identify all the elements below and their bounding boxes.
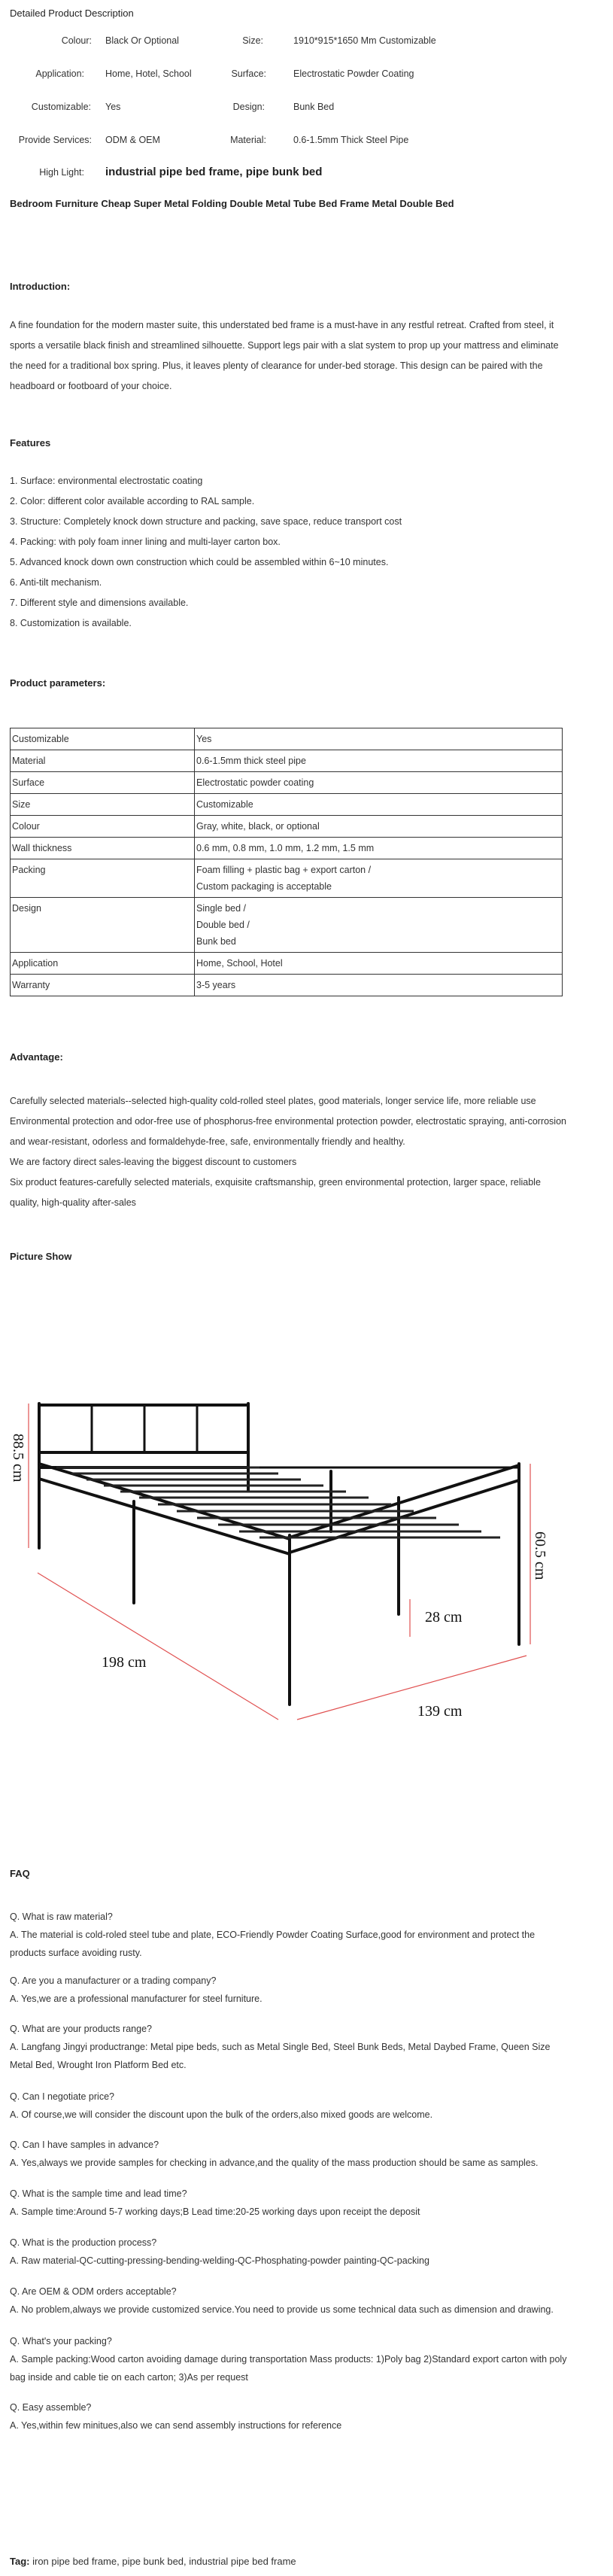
- advantage-line: Carefully selected materials--selected high-quality cold-rolled steel plates, good materials, longer service life, more reliable use: [10, 1096, 536, 1106]
- spec-key: Customizable:: [31, 102, 91, 112]
- spec-key: Provide Services:: [18, 135, 92, 145]
- faq-answer: [10, 2038, 608, 2074]
- parameter-row: [11, 772, 563, 794]
- spec-value: Electrostatic Powder Coating: [293, 68, 414, 79]
- faq-question: Q. What is the sample time and lead time?: [10, 2188, 187, 2199]
- dim-foot-height: 60.5 cm: [532, 1531, 548, 1580]
- spec-key: Design:: [232, 102, 265, 112]
- spec-value: Home, Hotel, School: [105, 68, 192, 79]
- faq-answer-line: A. No problem,always we provide customized service.You need to provide us some technical data such as dimension and drawing.: [10, 2304, 554, 2315]
- faq-answer: [10, 2350, 608, 2386]
- faq-answer: [10, 2106, 608, 2124]
- parameter-row: [11, 953, 563, 975]
- parameter-value: [195, 816, 563, 838]
- spec-value: Bunk Bed: [293, 102, 335, 112]
- parameter-value-line: Customizable: [196, 799, 253, 810]
- faq-answer: [10, 1926, 608, 1962]
- parameter-row: [11, 975, 563, 996]
- parameter-value-line: Electrostatic powder coating: [196, 777, 314, 788]
- advantage-line: Environmental protection and odor-free use of phosphorus-free environmental protection powder, electrostatic spraying, anti-corrosion: [10, 1116, 566, 1127]
- parameter-key: Material: [11, 750, 195, 772]
- spec-row: [0, 102, 613, 118]
- parameter-value-line: Gray, white, black, or optional: [196, 821, 320, 832]
- faq-question: Q. Can I have samples in advance?: [10, 2140, 159, 2150]
- parameter-value: [195, 772, 563, 794]
- faq-answer-line: A. Yes,within few minitues,also we can send assembly instructions for reference: [10, 2420, 342, 2431]
- faq-answer-line: A. Langfang Jingyi productrange: Metal pipe beds, such as Metal Single Bed, Steel Bunk Beds, Metal Daybed Frame, Queen Size: [10, 2042, 551, 2052]
- spec-key: Colour:: [61, 35, 92, 46]
- feature-item: 8. Customization is available.: [10, 618, 132, 628]
- faq-question: Q. What is raw material?: [10, 1911, 113, 1922]
- spec-row: [0, 68, 613, 85]
- faq-answer: [10, 2203, 608, 2221]
- parameter-value: [195, 794, 563, 816]
- parameter-key: Packing: [11, 859, 195, 898]
- parameter-value-line: Yes: [196, 734, 212, 744]
- feature-item: 7. Different style and dimensions available.: [10, 598, 189, 608]
- spec-key: Application:: [35, 68, 84, 79]
- parameter-row: [11, 794, 563, 816]
- faq-question: Q. What is the production process?: [10, 2237, 157, 2248]
- features-list: [10, 471, 604, 634]
- parameter-value-line: Foam filling + plastic bag + export carton /: [196, 865, 372, 875]
- spec-value: Yes: [105, 102, 121, 112]
- faq-answer-line: A. Sample time:Around 5-7 working days;B Lead time:20-25 working days upon receipt the deposit: [10, 2206, 420, 2217]
- dim-clearance: 28 cm: [425, 1609, 463, 1626]
- introduction-line: A fine foundation for the modern master suite, this understated bed frame is a must-have in any restful retreat. Crafted from steel, it: [10, 320, 554, 330]
- parameter-key: Design: [11, 898, 195, 953]
- tag-link[interactable]: iron pipe bed frame: [32, 2556, 117, 2567]
- faq-answer-line: bag inside and cable tie on each carton; 3)As per request: [10, 2372, 248, 2383]
- parameter-value-line: Home, School, Hotel: [196, 958, 283, 969]
- advantage-line: Six product features-carefully selected materials, exquisite craftsmanship, green environmental protection, larger space, reliable: [10, 1177, 541, 1188]
- introduction-line: headboard or footboard of your choice.: [10, 381, 172, 391]
- advantage-text: [10, 1091, 604, 1213]
- introduction-line: the need for a traditional box spring. Plus, it leaves plenty of clearance for under-bed storage. This design can be paired with the: [10, 360, 543, 371]
- spec-value: 0.6-1.5mm Thick Steel Pipe: [293, 135, 409, 145]
- dim-head-height: 88.5 cm: [10, 1434, 26, 1483]
- parameter-row: [11, 816, 563, 838]
- tag-label: Tag:: [10, 2556, 30, 2567]
- parameter-row: [11, 859, 563, 898]
- introduction-heading: Introduction:: [10, 281, 71, 292]
- parameter-key: Application: [11, 953, 195, 975]
- tag-link[interactable]: pipe bunk bed: [122, 2556, 184, 2567]
- faq-answer-line: A. Sample packing:Wood carton avoiding damage during transportation Mass products: 1)Poly bag 2)Standard export carton with poly: [10, 2354, 567, 2365]
- parameters-table: [10, 728, 563, 996]
- parameter-value-line: 3-5 years: [196, 980, 236, 990]
- faq-question: Q. Easy assemble?: [10, 2402, 92, 2413]
- parameter-row: [11, 898, 563, 953]
- introduction-line: sports a versatile black finish and streamlined silhouette. Support legs pair with a slat system to prop up your mattress and eliminate: [10, 340, 559, 351]
- faq-answer-line: products surface avoiding rusty.: [10, 1948, 142, 1958]
- features-heading: Features: [10, 437, 51, 449]
- faq-answer-line: A. The material is cold-roled steel tube and plate, ECO-Friendly Powder Coating Surface,good for environment and protect the: [10, 1930, 536, 1940]
- tag-link[interactable]: industrial pipe bed frame: [189, 2556, 296, 2567]
- spec-value: ODM & OEM: [105, 135, 160, 145]
- parameter-key: Colour: [11, 816, 195, 838]
- parameter-value-line: Bunk bed: [196, 936, 236, 947]
- faq-question: Q. What's your packing?: [10, 2336, 112, 2346]
- spec-value: Black Or Optional: [105, 35, 179, 46]
- faq-question: Q. Can I negotiate price?: [10, 2091, 114, 2102]
- advantage-heading: Advantage:: [10, 1051, 63, 1063]
- feature-item: 1. Surface: environmental electrostatic coating: [10, 476, 203, 486]
- parameter-value: [195, 953, 563, 975]
- faq-answer-line: A. Yes,we are a professional manufacturer for steel furniture.: [10, 1994, 262, 2004]
- bed-frame-image: [0, 1313, 613, 1802]
- faq-heading: FAQ: [10, 1868, 30, 1879]
- faq-question: Q. Are you a manufacturer or a trading company?: [10, 1975, 217, 1986]
- faq-question: Q. What are your products range?: [10, 2024, 152, 2034]
- parameter-value: [195, 750, 563, 772]
- parameter-value-line: Double bed /: [196, 920, 250, 930]
- advantage-line: We are factory direct sales-leaving the biggest discount to customers: [10, 1157, 297, 1167]
- parameter-value: [195, 975, 563, 996]
- parameter-key: Warranty: [11, 975, 195, 996]
- parameters-heading: Product parameters:: [10, 677, 106, 689]
- faq-answer: [10, 2252, 608, 2270]
- parameter-value-line: 0.6-1.5mm thick steel pipe: [196, 756, 306, 766]
- parameter-key: Size: [11, 794, 195, 816]
- faq-answer: [10, 2301, 608, 2319]
- faq-answer: [10, 1990, 608, 2008]
- parameter-row: [11, 728, 563, 750]
- parameter-value-line: Single bed /: [196, 903, 247, 914]
- spec-row: [0, 35, 613, 52]
- spec-row: [0, 135, 613, 151]
- spec-value: 1910*915*1650 Mm Customizable: [293, 35, 436, 46]
- faq-answer: [10, 2416, 608, 2435]
- dim-length: 198 cm: [102, 1654, 147, 1671]
- feature-item: 3. Structure: Completely knock down structure and packing, save space, reduce transport cost: [10, 516, 402, 527]
- parameter-key: Customizable: [11, 728, 195, 750]
- dim-width: 139 cm: [417, 1703, 463, 1720]
- parameter-row: [11, 838, 563, 859]
- parameter-value: [195, 898, 563, 953]
- highlight-row: [0, 167, 613, 184]
- feature-item: 2. Color: different color available according to RAL sample.: [10, 496, 255, 506]
- faq-answer-line: A. Raw material-QC-cutting-pressing-bending-welding-QC-Phosphating-powder painting-QC-packing: [10, 2255, 429, 2266]
- parameter-value: [195, 838, 563, 859]
- introduction-text: [10, 315, 604, 397]
- spec-key: Surface:: [231, 68, 266, 79]
- faq-answer: [10, 2154, 608, 2172]
- parameter-value: [195, 728, 563, 750]
- detailed-description-title: Detailed Product Description: [10, 8, 134, 19]
- highlight-value: industrial pipe bed frame, pipe bunk bed: [105, 166, 323, 178]
- advantage-line: quality, high-quality after-sales: [10, 1197, 136, 1208]
- feature-item: 5. Advanced knock down own construction which could be assembled within 6~10 minutes.: [10, 557, 389, 567]
- spec-key: Material:: [230, 135, 266, 145]
- parameter-value: [195, 859, 563, 898]
- parameter-row: [11, 750, 563, 772]
- spec-key: Size:: [242, 35, 263, 46]
- faq-answer-line: A. Yes,always we provide samples for checking in advance,and the quality of the mass production should be same as samples.: [10, 2158, 539, 2168]
- feature-item: 6. Anti-tilt mechanism.: [10, 577, 102, 588]
- tag-row: Tag: iron pipe bed frame, pipe bunk bed, industrial pipe bed frame: [10, 2556, 296, 2567]
- product-title: Bedroom Furniture Cheap Super Metal Folding Double Metal Tube Bed Frame Metal Double Bed: [10, 198, 454, 209]
- faq-answer-line: A. Of course,we will consider the discount upon the bulk of the orders,also mixed goods are welcome.: [10, 2109, 433, 2120]
- picture-show-heading: Picture Show: [10, 1251, 72, 1262]
- highlight-label: High Light:: [39, 167, 84, 178]
- parameter-value-line: 0.6 mm, 0.8 mm, 1.0 mm, 1.2 mm, 1.5 mm: [196, 843, 375, 853]
- faq-question: Q. Are OEM & ODM orders acceptable?: [10, 2286, 177, 2297]
- faq-answer-line: Metal Bed, Wrought Iron Platform Bed etc.: [10, 2060, 187, 2070]
- parameter-key: Surface: [11, 772, 195, 794]
- advantage-line: and wear-resistant, odorless and formaldehyde-free, safe, environmentally friendly and healthy.: [10, 1136, 405, 1147]
- parameter-key: Wall thickness: [11, 838, 195, 859]
- parameter-value-line: Custom packaging is acceptable: [196, 881, 332, 892]
- feature-item: 4. Packing: with poly foam inner lining and multi-layer carton box.: [10, 537, 281, 547]
